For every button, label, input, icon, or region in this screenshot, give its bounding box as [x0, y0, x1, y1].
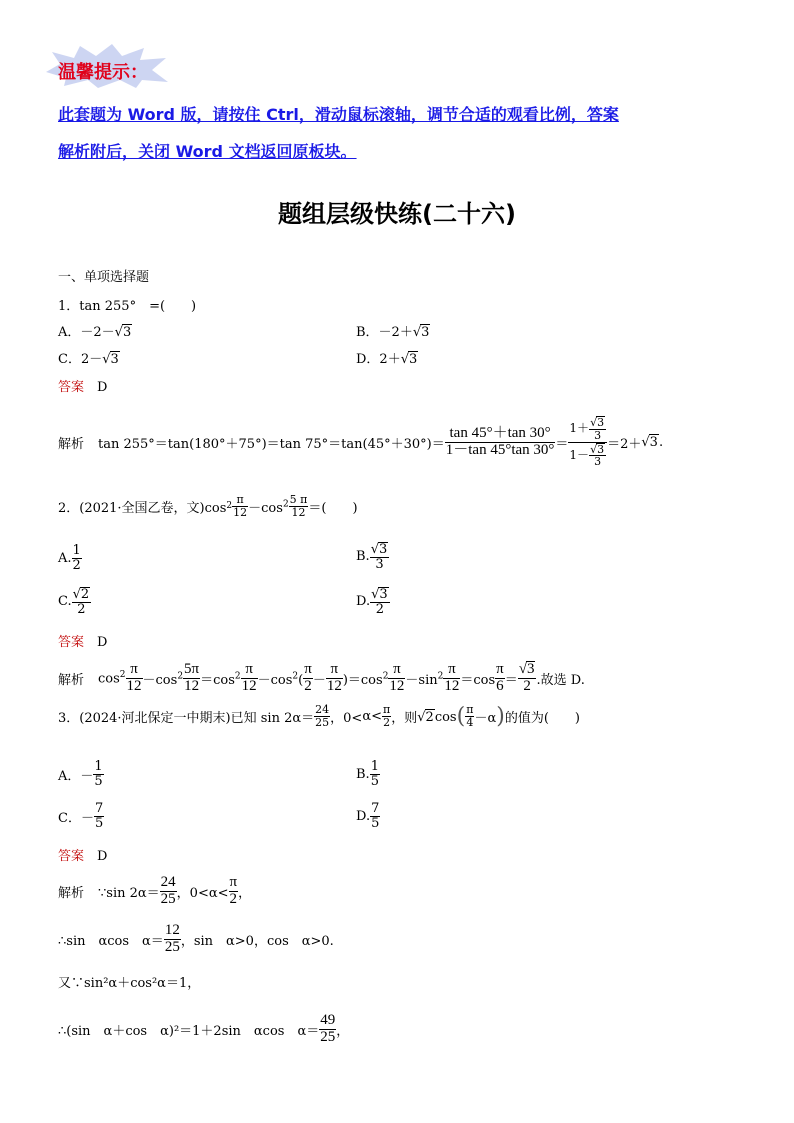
notice-line-1: 此套题为 Word 版，请按住 Ctrl，滑动鼠标滚轴，调节合适的观看比例，答案 — [58, 105, 619, 124]
q3-answer: 答案 D — [58, 849, 108, 864]
q2-option-d: D. $\frac{√3}{2}$ — [356, 587, 388, 617]
q3-option-d: D. $\frac{7}{5}$ — [356, 801, 380, 831]
q2-option-b: B. $\frac{√3}{3}$ — [356, 542, 388, 572]
q1-answer: 答案 D — [58, 380, 108, 395]
q1-option-b: B．－2＋√3 — [356, 325, 430, 340]
section-heading: 一、单项选择题 — [58, 270, 150, 285]
notice-line-2: 解析附后，关闭 Word 文档返回原板块。 — [58, 142, 357, 161]
q2-stem: 2．(2021·全国乙卷，文)cos 2 $\frac{\pi}{12}$ $-\cos^2$ $\frac{5 \pi}{12}$ ＝( ) — [58, 493, 358, 519]
q1-option-d: D．2＋√3 — [356, 352, 418, 367]
q2-option-a: A. $\frac{1}{2}$ — [58, 543, 81, 573]
q2-option-c: C. $\frac{√2}{2}$ — [58, 587, 90, 617]
q3-solution-step-2: ∴sin αcos α＝ $\frac{12}{25}$ ，sin α>0，cos α>0. — [58, 921, 334, 955]
q1-stem: 1．tan 255° =( ) — [58, 299, 197, 314]
q2-answer: 答案 D — [58, 635, 108, 650]
q2-solution: 解析 $\cos^2$ $\frac{\pi}{12}$ $-\cos^2$ $\frac{5\pi}{12}$ $=\cos^2$ $\frac{\pi}{12}$ $-\cos^2$( $\frac{\pi}{2}$ － $\frac{\pi}{12}$ )$=\cos^2$ $\frac{\pi}{12}$ $-\sin^2$ $\frac{\pi}{12}$ ＝cos $\frac{\pi}{6}$ ＝ $\frac{√3}{2}$ .故选 D. — [58, 660, 585, 694]
q1-option-c: C．2－√3 — [58, 352, 119, 367]
q3-option-b: B. $\frac{1}{5}$ — [356, 759, 379, 789]
q3-stem: 3．(2024·河北保定一中期末)已知 sin 2 α＝ $\frac{24}{25}$ ，0< α< $\frac{\pi}{2}$ ，则 √2cos ( $\frac{\pi}{4}$ －α ) 的值为( ) — [58, 703, 580, 729]
q3-option-a: A．－ $\frac{1}{5}$ — [58, 759, 103, 789]
q3-solution-step-3: 又∵sin²α＋cos²α＝1， — [58, 976, 201, 991]
q1-solution: 解析 tan 255°＝tan(180°＋75°)＝tan 75°＝tan(45°＋30°)＝ $\frac{\tan 45^\circ+\tan 30^\circ}{1-\tan 45^\circ\tan 30^\circ}$ ＝ 1＋ $\frac{√3}{3}$ 1－ $\frac{√3}{3}$ ＝2＋ √3. — [58, 416, 664, 469]
q3-solution-step-4: ∴(sin α＋cos α)²＝1＋2sin αcos α＝ $\frac{49}{25}$ ， — [58, 1011, 350, 1045]
q1-option-a: A．－2－√3 — [58, 325, 132, 340]
q3-option-c: C．－ $\frac{7}{5}$ — [58, 801, 104, 831]
q3-solution-step-1: 解析 ∵sin 2α＝ $\frac{24}{25}$ ，0<α< $\frac{\pi}{2}$ ， — [58, 873, 252, 907]
page-title: 题组层级快练(二十六) — [278, 200, 516, 228]
warm-tip-label: 温馨提示： — [58, 62, 148, 83]
